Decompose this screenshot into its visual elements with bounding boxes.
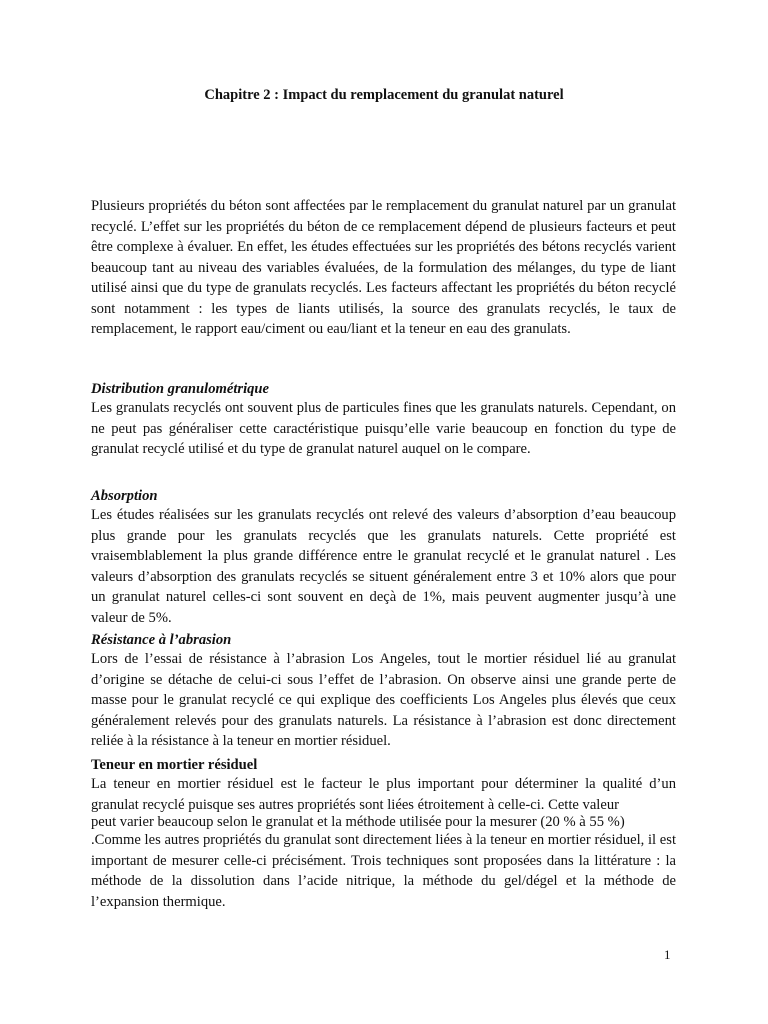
page-title: Chapitre 2 : Impact du remplacement du granulat naturel <box>204 87 564 103</box>
intro-paragraph: Plusieurs propriétés du béton sont affectées par le remplacement du granulat naturel par un granulat recyclé. L’effet sur les propriétés du béton de ce remplacement dépend de plusieurs facteurs et peut être complexe à évaluer. En effet, les études effectuées sur les propriétés des bétons recyclés varient beaucoup tant au niveau des variables évaluées, de la formulation des mélanges, du type de liant utilisé ainsi que du type de granulats recyclés. Les facteurs affectant les propriétés du béton recyclé sont notamment : les types de liants utilisés, la source des granulats recyclés, le taux de remplacement, le rapport eau/ciment ou eau/liant et la teneur en eau des granulats. <box>91 198 676 337</box>
section-resistance-abrasion <box>91 631 676 752</box>
section-teneur-mortier-residuel <box>91 756 676 912</box>
page-number: 1 <box>664 947 671 962</box>
section-heading: Distribution granulométrique <box>91 381 270 397</box>
section-body: Les granulats recyclés ont souvent plus de particules fines que les granulats naturels. Cependant, on ne peut pas généraliser cette caractéristique puisqu’elle varie beaucoup en fonction du type de granulat recyclé utilisé et du type de granulat naturel auquel on le compare. <box>91 400 676 457</box>
section-body-part-1: La teneur en mortier résiduel est le facteur le plus important pour déterminer la qualité d’un granulat recyclé puisque ses autres propriétés sont liées étroitement à celle-ci. Cette valeur <box>91 776 676 813</box>
intro-paragraph-block <box>91 196 676 340</box>
section-heading: Teneur en mortier résiduel <box>91 757 258 773</box>
section-absorption <box>91 487 676 628</box>
section-body: Lors de l’essai de résistance à l’abrasion Los Angeles, tout le mortier résiduel lié au granulat d’origine se détache de celui-ci sous l’effet de l’abrasion. On observe ainsi une grande perte de masse pour le granulat recyclé ce qui explique des coefficients Los Angeles plus élevés que ceux généralement relevés pour des granulats naturels. La résistance à l’abrasion est donc directement reliée à la résistance à la teneur en mortier résiduel. <box>91 651 676 749</box>
section-body-part-3: .Comme les autres propriétés du granulat sont directement liées à la teneur en mortier résiduel, il est important de mesurer celle-ci précisément. Trois techniques sont proposées dans la littérature : la méthode de la dissolution dans l’acide nitrique, la méthode du gel/dégel et la méthode de l’expansion thermique. <box>91 832 676 910</box>
section-heading: Absorption <box>91 488 158 504</box>
section-heading: Résistance à l’abrasion <box>91 632 232 648</box>
section-body: Les études réalisées sur les granulats recyclés ont relevé des valeurs d’absorption d’eau beaucoup plus grande pour les granulats recyclés que les granulats naturels. Cette propriété est vraisemblablement la plus grande différence entre le granulat recyclé et le granulat naturel . Les valeurs d’absorption des granulats recyclés se situent généralement entre 3 et 10% alors que pour un granulat naturel celles-ci sont souvent en deçà de 1%, mais peuvent augmenter jusqu’à une valeur de 5%. <box>91 507 676 626</box>
section-body-part-2: peut varier beaucoup selon le granulat et la méthode utilisée pour la mesurer (20 % à 55 %) <box>91 814 625 830</box>
section-distribution-granulometrique <box>91 380 676 460</box>
